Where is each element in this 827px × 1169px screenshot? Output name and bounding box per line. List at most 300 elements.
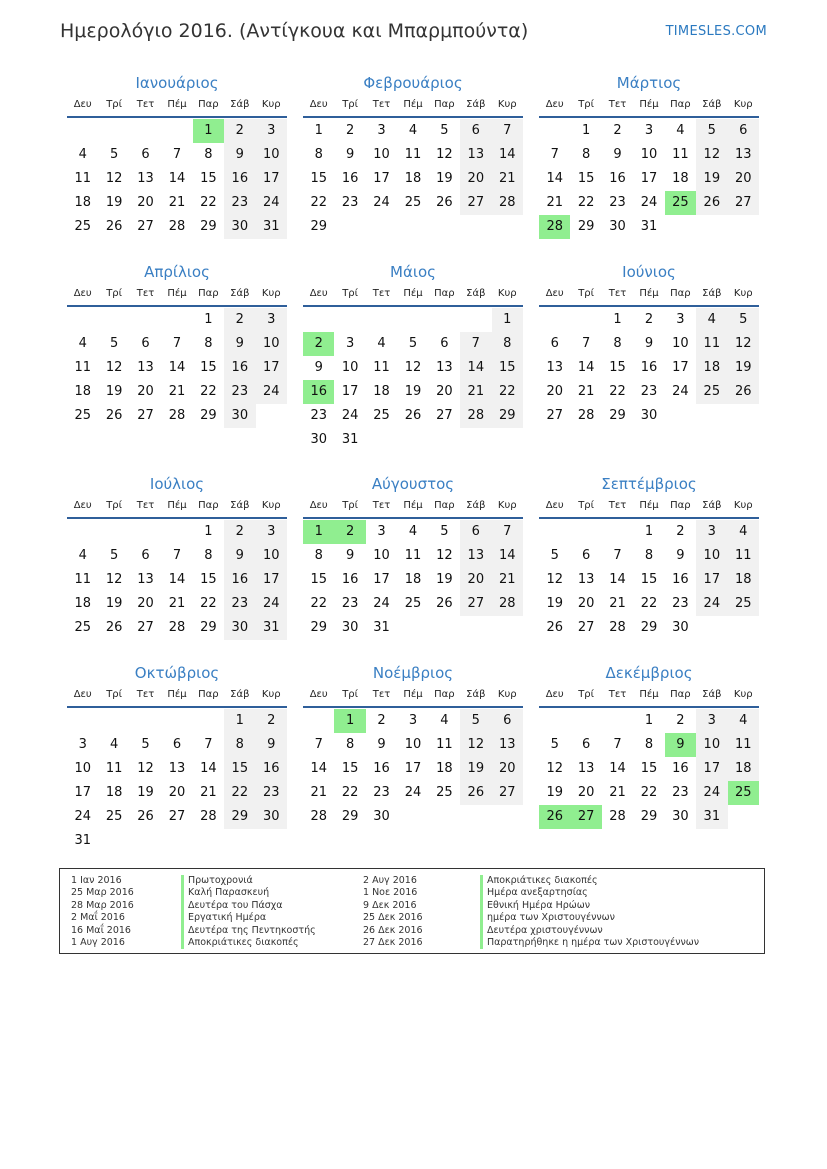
weekday-label: Τρί bbox=[578, 689, 595, 700]
day: 7 bbox=[204, 737, 213, 752]
day: 29 bbox=[200, 408, 217, 423]
day: 21 bbox=[168, 195, 186, 210]
day: 8 bbox=[204, 336, 213, 351]
day: 9 bbox=[377, 737, 386, 752]
week-row bbox=[539, 805, 759, 829]
weekday-label: Παρ bbox=[198, 288, 219, 299]
week-row bbox=[303, 428, 523, 452]
empty-day bbox=[366, 428, 397, 452]
week-row bbox=[539, 308, 759, 332]
week-row bbox=[303, 805, 523, 829]
day: 20 bbox=[436, 384, 453, 399]
day: 15 bbox=[640, 572, 658, 587]
weekend-day: 19 bbox=[460, 757, 491, 781]
legend-holiday-name: Αποκριάτικες διακοπές bbox=[480, 875, 699, 887]
week-row bbox=[303, 308, 523, 332]
weekend-day: 17 bbox=[256, 568, 287, 592]
day: 11 bbox=[74, 360, 91, 375]
legend-dates-left bbox=[71, 875, 134, 949]
week-row bbox=[303, 781, 523, 805]
weekend-day: 14 bbox=[492, 544, 523, 568]
weekday-header bbox=[303, 94, 523, 118]
day: 14 bbox=[609, 572, 626, 587]
legend-holiday-name: Δευτέρα χριστουγέννων bbox=[480, 925, 699, 937]
day: 6 bbox=[581, 737, 591, 752]
day: 29 bbox=[577, 219, 595, 234]
weekday-header bbox=[539, 684, 759, 708]
week-row bbox=[303, 592, 523, 616]
day: 18 bbox=[74, 195, 91, 210]
weekday-label: Τετ bbox=[136, 99, 155, 110]
day: 26 bbox=[436, 596, 453, 611]
month-name: Μάρτιος bbox=[616, 74, 682, 92]
month-calendar bbox=[67, 72, 287, 239]
day: 15 bbox=[310, 572, 327, 587]
empty-day bbox=[397, 616, 428, 640]
weekend-day: 9 bbox=[256, 733, 287, 757]
day: 7 bbox=[581, 336, 591, 351]
day: 16 bbox=[373, 761, 390, 776]
weekend-day: 22 bbox=[492, 380, 523, 404]
day: 14 bbox=[577, 360, 595, 375]
empty-day bbox=[429, 215, 460, 239]
day: 11 bbox=[672, 147, 689, 162]
day-grid bbox=[303, 709, 523, 829]
week-row bbox=[67, 167, 287, 191]
weekday-label: Σάβ bbox=[230, 288, 250, 299]
day: 16 bbox=[609, 171, 626, 186]
weekend-day: 11 bbox=[728, 733, 759, 757]
day: 30 bbox=[640, 408, 658, 423]
weekend-day: 20 bbox=[728, 167, 759, 191]
legend-dates-right bbox=[363, 875, 423, 949]
day: 1 bbox=[314, 123, 323, 138]
week-row bbox=[539, 404, 759, 428]
day: 27 bbox=[546, 408, 563, 423]
legend-holiday-name: Πρωτοχρονιά bbox=[181, 875, 316, 887]
legend-date: 1 Νοε 2016 bbox=[363, 887, 418, 899]
day-grid bbox=[67, 119, 287, 239]
day: 19 bbox=[137, 785, 154, 800]
weekday-header bbox=[67, 283, 287, 307]
day: 22 bbox=[200, 384, 217, 399]
day: 21 bbox=[200, 785, 217, 800]
day-grid bbox=[67, 709, 287, 853]
weekend-day: 18 bbox=[728, 757, 759, 781]
weekend-day: 15 bbox=[224, 757, 255, 781]
day: 31 bbox=[341, 432, 359, 447]
empty-day bbox=[256, 829, 287, 853]
weekend-day: 31 bbox=[256, 616, 287, 640]
day-grid bbox=[303, 308, 523, 452]
legend-date: 9 Δεκ 2016 bbox=[363, 899, 417, 911]
day: 28 bbox=[168, 219, 186, 234]
weekend-day: 25 bbox=[728, 592, 759, 616]
day: 24 bbox=[341, 408, 359, 423]
legend-date: 27 Δεκ 2016 bbox=[363, 936, 423, 948]
day: 13 bbox=[137, 572, 154, 587]
weekday-label: Σάβ bbox=[702, 500, 722, 511]
day: 9 bbox=[644, 336, 654, 351]
weekend-day: 9 bbox=[224, 332, 255, 356]
empty-day bbox=[728, 404, 759, 428]
weekend-day: 11 bbox=[728, 544, 759, 568]
weekday-label: Τετ bbox=[608, 99, 627, 110]
day: 17 bbox=[373, 171, 390, 186]
weekday-label: Παρ bbox=[198, 500, 219, 511]
day: 21 bbox=[609, 785, 626, 800]
weekend-day: 10 bbox=[696, 733, 727, 757]
day: 4 bbox=[109, 737, 119, 752]
legend-date: 1 Αυγ 2016 bbox=[71, 936, 125, 948]
empty-day bbox=[303, 308, 334, 332]
weekday-label: Σάβ bbox=[702, 99, 722, 110]
day: 14 bbox=[200, 761, 217, 776]
week-row bbox=[303, 215, 523, 239]
weekday-label: Κυρ bbox=[497, 99, 517, 110]
day: 17 bbox=[74, 785, 91, 800]
day: 12 bbox=[137, 761, 154, 776]
weekend-day: 27 bbox=[460, 191, 491, 215]
weekend-day: 30 bbox=[224, 404, 255, 428]
day: 27 bbox=[137, 408, 154, 423]
month-name: Μάιος bbox=[390, 263, 436, 281]
weekend-day: 11 bbox=[696, 332, 727, 356]
day: 2 bbox=[377, 713, 386, 728]
weekday-label: Παρ bbox=[434, 689, 455, 700]
weekend-day: 16 bbox=[256, 757, 287, 781]
week-row bbox=[303, 757, 523, 781]
day-grid bbox=[303, 119, 523, 239]
weekend-day: 3 bbox=[696, 709, 727, 733]
month-calendar bbox=[539, 261, 759, 428]
legend-holiday-name: Παρατηρήθηκε η ημέρα των Χριστουγέννων bbox=[480, 937, 699, 949]
weekend-day: 2 bbox=[224, 308, 255, 332]
empty-day bbox=[397, 215, 428, 239]
holiday-day: 2 bbox=[303, 332, 334, 356]
empty-day bbox=[460, 308, 491, 332]
day-grid bbox=[539, 709, 759, 829]
day-grid bbox=[539, 308, 759, 428]
day: 20 bbox=[137, 195, 154, 210]
day: 4 bbox=[377, 336, 386, 351]
week-row bbox=[539, 167, 759, 191]
empty-day bbox=[193, 829, 224, 853]
day: 4 bbox=[78, 548, 87, 563]
empty-day bbox=[67, 520, 98, 544]
weekend-day: 6 bbox=[460, 520, 491, 544]
weekday-label: Κυρ bbox=[261, 500, 281, 511]
weekday-label: Τρί bbox=[106, 500, 123, 511]
day: 15 bbox=[200, 572, 217, 587]
weekend-day: 10 bbox=[696, 544, 727, 568]
day: 5 bbox=[109, 336, 119, 351]
empty-day bbox=[492, 428, 523, 452]
week-row bbox=[67, 380, 287, 404]
day: 1 bbox=[581, 123, 591, 138]
weekday-label: Παρ bbox=[670, 288, 691, 299]
day: 14 bbox=[609, 761, 626, 776]
day: 6 bbox=[581, 548, 591, 563]
empty-day bbox=[429, 308, 460, 332]
day: 8 bbox=[314, 147, 323, 162]
holiday-day: 27 bbox=[570, 805, 601, 829]
day: 16 bbox=[640, 360, 658, 375]
week-row bbox=[67, 592, 287, 616]
weekend-day: 12 bbox=[696, 143, 727, 167]
week-row bbox=[539, 616, 759, 640]
day: 25 bbox=[74, 620, 91, 635]
day: 15 bbox=[577, 171, 595, 186]
day: 8 bbox=[613, 336, 622, 351]
holiday-day: 25 bbox=[728, 781, 759, 805]
weekday-label: Τρί bbox=[106, 288, 123, 299]
day: 25 bbox=[74, 219, 91, 234]
day: 31 bbox=[74, 833, 91, 848]
day: 27 bbox=[137, 219, 154, 234]
legend-holiday-name: Ημέρα ανεξαρτησίας bbox=[480, 887, 699, 899]
empty-day bbox=[460, 215, 491, 239]
day: 7 bbox=[550, 147, 559, 162]
weekday-label: Δευ bbox=[73, 500, 92, 511]
week-row bbox=[303, 616, 523, 640]
day: 29 bbox=[640, 620, 658, 635]
empty-day bbox=[161, 520, 192, 544]
day: 10 bbox=[672, 336, 689, 351]
day: 7 bbox=[172, 336, 182, 351]
month-name: Ιούλιος bbox=[149, 475, 205, 493]
week-row bbox=[67, 616, 287, 640]
day: 3 bbox=[408, 713, 418, 728]
week-row bbox=[67, 568, 287, 592]
weekend-day: 17 bbox=[256, 356, 287, 380]
day: 22 bbox=[200, 195, 217, 210]
day: 30 bbox=[341, 620, 359, 635]
day: 28 bbox=[168, 408, 186, 423]
week-row bbox=[539, 119, 759, 143]
empty-day bbox=[728, 215, 759, 239]
day: 12 bbox=[436, 548, 453, 563]
day: 14 bbox=[546, 171, 563, 186]
day: 2 bbox=[613, 123, 622, 138]
weekend-day: 27 bbox=[460, 592, 491, 616]
empty-day bbox=[696, 404, 727, 428]
day: 10 bbox=[404, 737, 422, 752]
weekday-label: Τετ bbox=[372, 99, 391, 110]
day: 29 bbox=[341, 809, 359, 824]
day: 28 bbox=[310, 809, 327, 824]
day: 8 bbox=[204, 147, 213, 162]
day: 15 bbox=[640, 761, 658, 776]
day: 8 bbox=[644, 737, 654, 752]
empty-day bbox=[334, 215, 365, 239]
day: 20 bbox=[137, 596, 154, 611]
day: 1 bbox=[644, 713, 654, 728]
day: 8 bbox=[314, 548, 323, 563]
weekend-day: 23 bbox=[224, 380, 255, 404]
empty-day bbox=[429, 428, 460, 452]
empty-day bbox=[460, 805, 491, 829]
day: 24 bbox=[373, 195, 390, 210]
empty-day bbox=[98, 119, 129, 143]
day: 5 bbox=[109, 548, 119, 563]
weekend-day: 7 bbox=[492, 520, 523, 544]
week-row bbox=[67, 544, 287, 568]
weekday-label: Σάβ bbox=[466, 689, 486, 700]
day: 21 bbox=[609, 596, 626, 611]
week-row bbox=[67, 829, 287, 853]
week-row bbox=[539, 356, 759, 380]
weekend-day: 2 bbox=[224, 520, 255, 544]
brand-link[interactable]: TIMESLES.COM bbox=[665, 24, 767, 39]
weekend-day: 26 bbox=[460, 781, 491, 805]
month-name: Απρίλιος bbox=[144, 263, 210, 281]
legend-date: 2 Αυγ 2016 bbox=[363, 875, 417, 886]
day: 12 bbox=[546, 572, 563, 587]
weekend-day: 14 bbox=[460, 356, 491, 380]
day: 5 bbox=[141, 737, 150, 752]
week-row bbox=[67, 781, 287, 805]
weekend-day: 17 bbox=[696, 757, 727, 781]
day: 8 bbox=[581, 147, 591, 162]
weekend-day: 20 bbox=[460, 167, 491, 191]
day: 1 bbox=[644, 524, 654, 539]
day: 20 bbox=[137, 384, 154, 399]
month-calendar bbox=[539, 662, 759, 829]
day: 7 bbox=[613, 548, 622, 563]
weekend-day: 3 bbox=[696, 520, 727, 544]
holiday-day: 1 bbox=[334, 709, 365, 733]
day: 17 bbox=[404, 761, 422, 776]
legend-names-left bbox=[181, 875, 316, 949]
day: 12 bbox=[436, 147, 453, 162]
legend-date: 1 Ιαν 2016 bbox=[71, 875, 122, 886]
week-row bbox=[539, 544, 759, 568]
weekday-label: Τρί bbox=[342, 99, 359, 110]
weekend-day: 21 bbox=[460, 380, 491, 404]
month-name: Ιούνιος bbox=[622, 263, 676, 281]
day: 5 bbox=[550, 737, 559, 752]
weekend-day: 12 bbox=[728, 332, 759, 356]
weekday-label: Κυρ bbox=[733, 689, 753, 700]
weekday-label: Τρί bbox=[342, 689, 359, 700]
day: 9 bbox=[345, 147, 355, 162]
empty-day bbox=[193, 709, 224, 733]
day: 13 bbox=[546, 360, 563, 375]
weekday-label: Σάβ bbox=[702, 288, 722, 299]
week-row bbox=[67, 215, 287, 239]
day: 26 bbox=[105, 408, 123, 423]
weekday-label: Δευ bbox=[309, 500, 328, 511]
day: 22 bbox=[577, 195, 595, 210]
weekend-day: 14 bbox=[492, 143, 523, 167]
weekday-header bbox=[303, 495, 523, 519]
empty-day bbox=[256, 404, 287, 428]
empty-day bbox=[539, 308, 570, 332]
month-calendar bbox=[67, 473, 287, 640]
week-row bbox=[303, 404, 523, 428]
day-grid bbox=[539, 119, 759, 239]
weekday-label: Πέμ bbox=[403, 288, 423, 299]
day: 21 bbox=[168, 596, 186, 611]
week-row bbox=[303, 520, 523, 544]
empty-day bbox=[696, 215, 727, 239]
day: 1 bbox=[204, 524, 213, 539]
day: 24 bbox=[373, 596, 390, 611]
day: 22 bbox=[310, 596, 327, 611]
day: 16 bbox=[341, 171, 359, 186]
weekday-label: Δευ bbox=[73, 689, 92, 700]
day: 13 bbox=[436, 360, 453, 375]
day: 9 bbox=[345, 548, 355, 563]
weekend-day: 6 bbox=[460, 119, 491, 143]
legend-holiday-name: Καλή Παρασκευή bbox=[181, 887, 316, 899]
weekend-day: 12 bbox=[460, 733, 491, 757]
weekday-label: Σάβ bbox=[230, 500, 250, 511]
holiday-day: 25 bbox=[665, 191, 696, 215]
empty-day bbox=[98, 709, 129, 733]
day: 19 bbox=[436, 171, 453, 186]
weekday-label: Τετ bbox=[372, 689, 391, 700]
day: 10 bbox=[373, 147, 390, 162]
weekday-label: Πέμ bbox=[403, 99, 423, 110]
weekend-day: 5 bbox=[696, 119, 727, 143]
empty-day bbox=[570, 308, 601, 332]
day: 3 bbox=[377, 524, 386, 539]
weekend-day: 3 bbox=[256, 308, 287, 332]
day: 5 bbox=[550, 548, 559, 563]
day: 1 bbox=[613, 312, 622, 327]
day: 17 bbox=[373, 572, 390, 587]
day: 27 bbox=[577, 620, 595, 635]
weekday-header bbox=[303, 684, 523, 708]
weekend-day: 21 bbox=[492, 568, 523, 592]
day: 23 bbox=[373, 785, 390, 800]
legend-holiday-name: Εθνική Ημέρα Ηρώων bbox=[480, 900, 699, 912]
empty-day bbox=[570, 520, 601, 544]
day: 1 bbox=[204, 312, 213, 327]
week-row bbox=[67, 709, 287, 733]
week-row bbox=[67, 308, 287, 332]
day: 2 bbox=[644, 312, 654, 327]
day: 15 bbox=[310, 171, 327, 186]
weekday-label: Τετ bbox=[608, 500, 627, 511]
day: 9 bbox=[676, 548, 685, 563]
day: 21 bbox=[577, 384, 595, 399]
day: 28 bbox=[577, 408, 595, 423]
day: 29 bbox=[310, 219, 327, 234]
weekend-day: 10 bbox=[256, 143, 287, 167]
holiday-legend bbox=[59, 868, 765, 954]
week-row bbox=[539, 215, 759, 239]
weekend-day: 30 bbox=[256, 805, 287, 829]
weekend-day: 10 bbox=[256, 332, 287, 356]
day: 26 bbox=[436, 195, 453, 210]
month-calendar bbox=[303, 473, 523, 640]
day: 29 bbox=[640, 809, 658, 824]
day: 10 bbox=[373, 548, 390, 563]
weekday-label: Τετ bbox=[136, 689, 155, 700]
legend-holiday-name: ημέρα των Χριστουγέννων bbox=[480, 912, 699, 924]
weekend-day: 4 bbox=[728, 709, 759, 733]
weekday-label: Πέμ bbox=[403, 689, 423, 700]
weekend-day: 23 bbox=[224, 592, 255, 616]
day: 27 bbox=[168, 809, 186, 824]
empty-day bbox=[665, 404, 696, 428]
day: 10 bbox=[640, 147, 658, 162]
weekday-label: Δευ bbox=[545, 99, 564, 110]
weekend-day: 2 bbox=[224, 119, 255, 143]
